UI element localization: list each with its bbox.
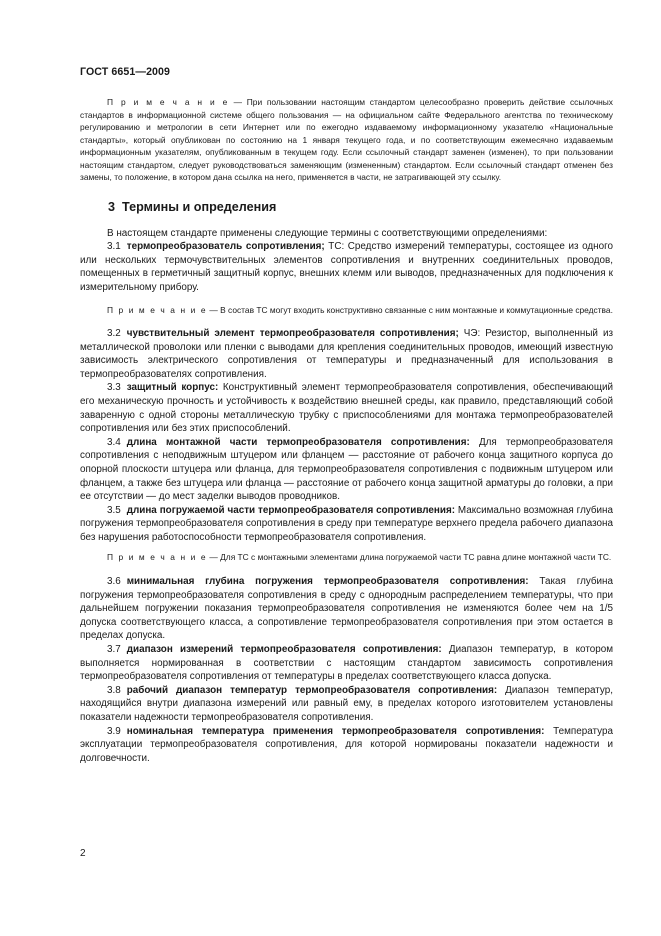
term-definition: Максимально возможная глубина погружения термопреобразователя сопротивления в среду при температуре верхнего предела рабочего диапазона без нарушения работоспособности термопреобразователя сопротивления.: [80, 504, 613, 543]
term-definition: Температура эксплуатации термопреобразователя сопротивления, для которой нормированы показатели надежности и долговечности.: [80, 725, 613, 764]
term-3-1: [80, 240, 613, 294]
note-text: — В состав ТС могут входить конструктивно связанные с ним монтажные и коммутационные средства.: [207, 305, 613, 316]
term-definition: Конструктивный элемент термопреобразователя сопротивления, обеспечивающий его механическую прочность и устойчивость к воздействию внешней среды, как правило, представляющий собой заваренную с одной стороны металлическую трубку с приспособлениями для монтажа термопреобразователей сопротивления или без этих приспособлений.: [80, 382, 613, 435]
term-name: чувствительный элемент термопреобразователя сопротивления;: [126, 327, 459, 339]
term-number: 3.6: [107, 575, 121, 587]
term-3-2: [80, 327, 613, 381]
note-text: — При пользовании настоящим стандартом целесообразно проверить действие ссылочных стандартов в информационной системе общего пользования — на официальном сайте Федерального агентства по техническому регулированию и метрологии в сети Интернет или по ежегодно издаваемому информационному указателю «Национальные стандарты», который опубликован по состоянию на 1 января текущего года, и по соответствующим ежемесячно издаваемым информационным указателям, опубликованным в текущем году. Если ссылочный стандарт заменен (изменен), то при пользовании настоящим стандартом, следует руководствоваться заменяющим (измененным) стандартом. Если ссылочный стандарт отменен без замены, то положение, в котором дана ссылка на него, применяется в части, не затрагивающей эту ссылку.: [80, 97, 613, 182]
page-number: 2: [80, 848, 86, 859]
term-name: минимальная глубина погружения термопреобразователя сопротивления:: [126, 575, 529, 587]
term-name: диапазон измерений термопреобразователя сопротивления:: [126, 643, 442, 655]
term-name: защитный корпус:: [126, 382, 219, 394]
term-name: длина погружаемой части термопреобразователя сопротивления:: [126, 504, 455, 516]
term-number: 3.8: [107, 684, 121, 696]
note-after-3-5: [80, 551, 613, 564]
term-3-8: [80, 684, 613, 725]
term-definition: Диапазон температур, находящийся внутри диапазона измерений или равный ему, в пределах которого изготовителем установлены показатели надежности термопреобразователя сопротивления.: [80, 684, 613, 723]
note-label: П р и м е ч а н и е: [107, 97, 229, 107]
section-intro: В настоящем стандарте применены следующие термины с соответствующими определениями:: [107, 227, 548, 239]
term-definition: Такая глубина погружения термопреобразователя сопротивления в среду с однородным распределением температуры, что при дальнейшем погружении показания термопреобразователя сопротивления не изменяются более чем на 1/5 допуска соответствующего класса, а сопротивление термопреобразователя сопротивления при этом остается в пределах допуска.: [80, 575, 614, 642]
term-3-7: [80, 643, 613, 684]
section-number: 3: [108, 199, 116, 214]
term-number: 3.9: [107, 725, 121, 737]
document-header: ГОСТ 6651—2009: [80, 66, 171, 78]
term-3-5: [80, 504, 613, 545]
term-name: термопреобразователь сопротивления;: [126, 241, 325, 253]
term-name: номинальная температура применения термопреобразователя сопротивления:: [126, 725, 545, 737]
term-name: длина монтажной части термопреобразователя сопротивления:: [126, 436, 470, 448]
note-label: П р и м е ч а н и е: [107, 305, 208, 316]
term-definition: ЧЭ: Резистор, выполненный из металлической проволоки или пленки с выводами для крепления соединительных проводов, имеющий известную зависимость электрического сопротивления от температуры и предназначенный для использования в термопреобразователях сопротивления.: [80, 327, 613, 380]
note-after-3-1: [80, 304, 613, 317]
term-definition: Диапазон температур, в котором выполняется нормированная в соответствии с настоящим стандартом зависимость сопротивления термопреобразователя сопротивления от температуры в пределах соответствующего класса допуска.: [80, 643, 613, 683]
term-3-9: [80, 725, 613, 766]
note-label: П р и м е ч а н и е: [107, 552, 208, 563]
note-text: — Для ТС с монтажными элементами длина погружаемой части ТС равна длине монтажной части ТС.: [207, 552, 612, 563]
page-content: [80, 96, 613, 765]
term-3-4: [80, 436, 613, 504]
term-name: рабочий диапазон температур термопреобразователя сопротивления:: [126, 684, 498, 696]
note-intro: [80, 96, 613, 184]
term-number: 3.3: [107, 382, 121, 394]
term-definition: ТС: Средство измерений температуры, состоящее из одного или нескольких термочувствительных элементов сопротивления и внутренних соединительных проводов, помещенных в герметичный защитный корпус, внешних клемм или выводов, предназначенных для подключения к измерительному прибору.: [80, 241, 613, 293]
term-number: 3.1: [107, 241, 121, 253]
term-3-3: [80, 381, 613, 435]
term-3-6: [80, 575, 613, 643]
term-number: 3.4: [107, 436, 121, 448]
section-heading: [80, 200, 613, 214]
term-number: 3.5: [107, 504, 121, 516]
term-definition: Для термопреобразователя сопротивления с неподвижным штуцером или фланцем — расстояние от рабочего конца защитного корпуса до опорной плоскости штуцера или фланца, для термопреобразователя сопротивления с подвижным штуцером или фланцем, а также без штуцера или фланца — расстояние от рабочего конца защитной арматуры до головки, а при ее отсутствии — до мест заделки выводов проводников.: [80, 436, 613, 503]
section-title: Термины и определения: [122, 199, 277, 214]
term-number: 3.7: [107, 643, 121, 655]
term-number: 3.2: [107, 327, 121, 339]
